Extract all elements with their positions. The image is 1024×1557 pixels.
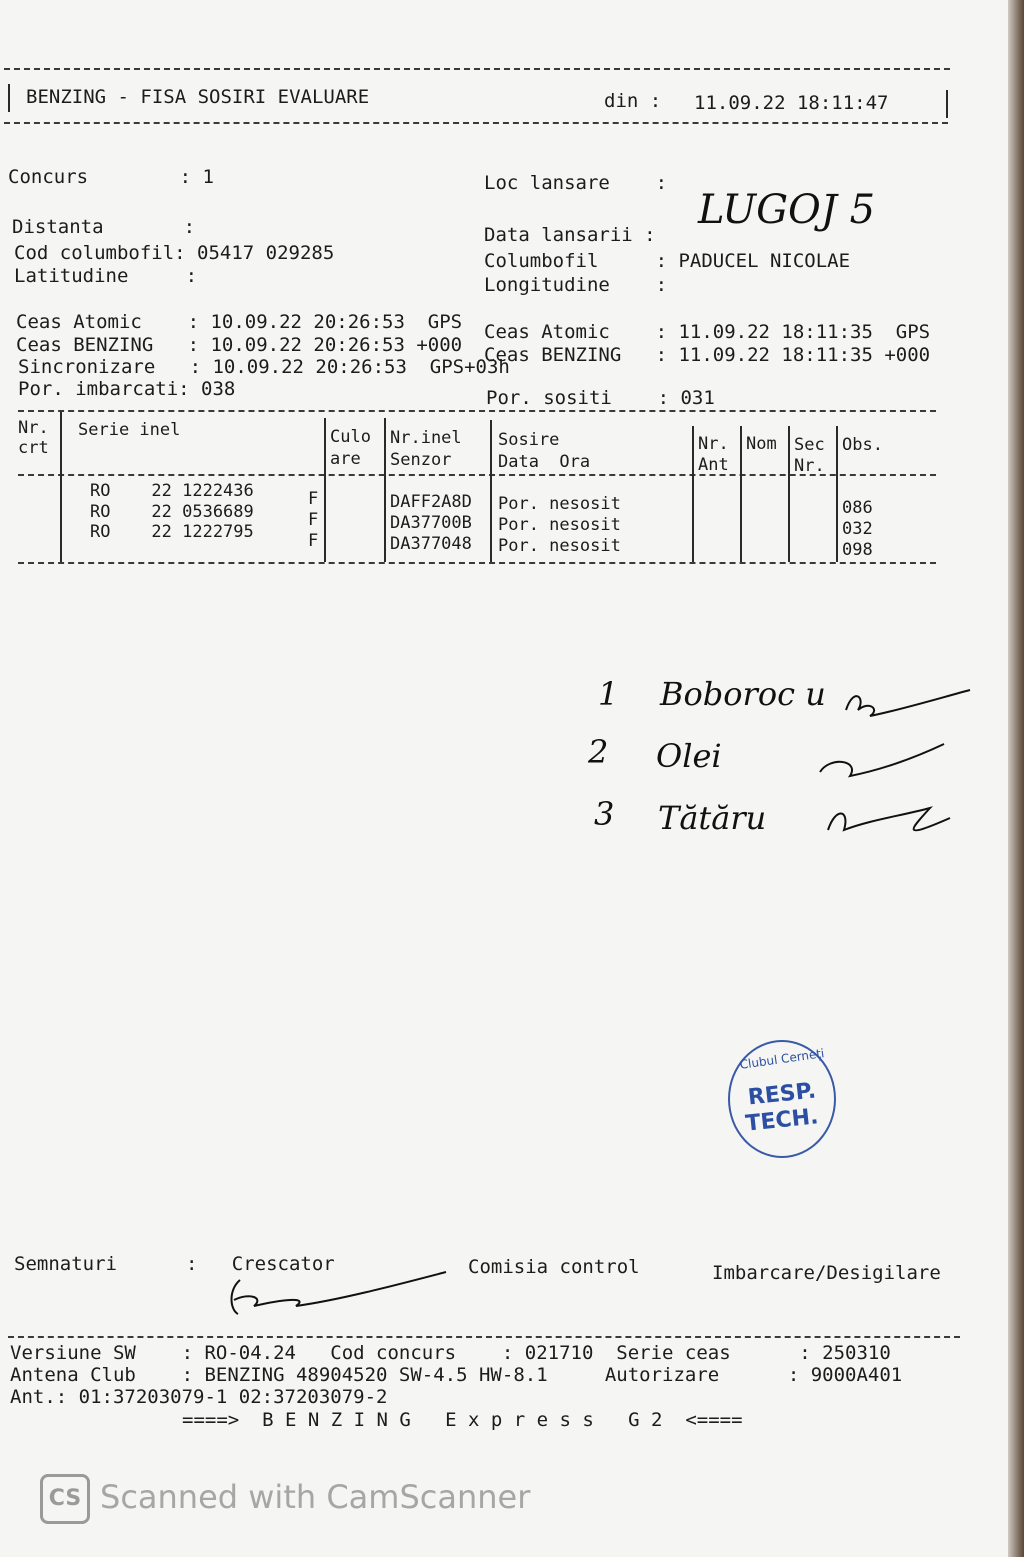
crescator-label: : Crescator <box>186 1253 335 1275</box>
row-senzor: DAFF2A8D <box>390 492 472 512</box>
row-serie: RO 22 1222795 <box>90 522 254 542</box>
table-bottom-border <box>18 562 936 564</box>
row-sosire: Por. nesosit <box>498 536 621 556</box>
footer-brand-line: ====> B E N Z I N G E x p r e s s G 2 <==== <box>182 1409 743 1431</box>
header-culoare-2: are <box>330 449 361 469</box>
row-sex: F <box>308 510 319 530</box>
sincronizare-line: Sincronizare : 10.09.22 20:26:53 GPS+03h <box>18 356 510 378</box>
handwritten-release-location: LUGOJ 5 <box>698 187 876 233</box>
col-divider <box>324 418 326 562</box>
footer-line-2: Antena Club : BENZING 48904520 SW-4.5 HW-8.1 Autorizare : 9000A401 <box>10 1364 903 1386</box>
ceas-atomic-end: Ceas Atomic : 11.09.22 18:11:35 GPS <box>484 321 931 343</box>
camscanner-logo-icon: CS <box>40 1474 90 1524</box>
ceas-atomic-start: Ceas Atomic : 10.09.22 20:26:53 GPS <box>16 311 463 333</box>
header-serie-inel: Serie inel <box>78 420 181 440</box>
row-obs: 098 <box>842 540 873 560</box>
col-divider <box>788 426 790 562</box>
col-divider <box>384 418 386 562</box>
club-stamp <box>728 1040 836 1158</box>
camscanner-watermark: Scanned with CamScanner <box>100 1478 531 1516</box>
header-culoare-1: Culo <box>330 427 371 447</box>
row-obs: 086 <box>842 498 873 518</box>
row-senzor: DA377048 <box>390 534 472 554</box>
header-sec-nr-2: Nr. <box>794 456 825 476</box>
hand-list-number: 2 <box>588 733 609 771</box>
data-lansarii-line: Data lansarii : <box>484 224 656 246</box>
latitudine-line: Latitudine : <box>14 265 198 287</box>
header-nr-crt-2: crt <box>18 438 49 458</box>
distanta-line: Distanta : <box>12 216 196 238</box>
row-sex: F <box>308 489 319 509</box>
loc-lansare-line: Loc lansare : <box>484 172 668 194</box>
page-edge-shadow <box>1008 0 1024 1557</box>
columbofil-line: Columbofil : PADUCEL NICOLAE <box>484 250 851 272</box>
stamp-club-name: Clubul Cerneți <box>738 1046 826 1072</box>
header-left-border <box>8 84 10 112</box>
print-date: 11.09.22 18:11:47 <box>694 92 889 114</box>
hand-list-name: Boboroc u <box>660 675 826 713</box>
col-divider <box>60 412 62 562</box>
row-serie: RO 22 1222436 <box>90 481 254 501</box>
date-label: din : <box>604 90 662 112</box>
header-bottom-border <box>4 122 948 124</box>
header-data-ora: Data Ora <box>498 452 591 472</box>
row-senzor: DA37700B <box>390 513 472 533</box>
comisia-label: Comisia control <box>468 1256 640 1278</box>
col-divider <box>836 426 838 562</box>
row-sex: F <box>308 531 319 551</box>
ceas-benzing-start: Ceas BENZING : 10.09.22 20:26:53 +000 <box>16 334 463 356</box>
header-sec-nr-1: Sec <box>794 435 825 455</box>
document-title: BENZING - FISA SOSIRI EVALUARE <box>26 86 370 108</box>
col-divider <box>490 420 492 562</box>
table-top-border <box>18 410 936 412</box>
ceas-benzing-end: Ceas BENZING : 11.09.22 18:11:35 +000 <box>484 344 931 366</box>
longitudine-line: Longitudine : <box>484 274 668 296</box>
stamp-line-2: TECH. <box>744 1104 820 1137</box>
por-sositi-line: Por. sositi : 031 <box>486 387 715 409</box>
header-sosire: Sosire <box>498 430 560 450</box>
header-nom: Nom <box>746 434 777 454</box>
hand-list-number: 3 <box>594 795 615 833</box>
header-top-border <box>4 68 950 70</box>
por-imbarcati-line: Por. imbarcati: 038 <box>18 378 236 400</box>
header-nr-crt-1: Nr. <box>18 418 49 438</box>
header-nr-ant-1: Nr. <box>698 434 729 454</box>
crescator-signature <box>220 1270 450 1326</box>
concurs-line: Concurs : 1 <box>8 166 214 188</box>
header-nr-inel: Nr.inel <box>390 428 462 448</box>
header-nr-ant-2: Ant <box>698 455 729 475</box>
hand-list-name: Olei <box>656 737 722 775</box>
hand-list-name: Tătăru <box>658 799 767 837</box>
handwritten-signatures <box>840 680 980 860</box>
col-divider <box>692 426 694 562</box>
header-right-border <box>946 90 948 118</box>
signatures-label: Semnaturi <box>14 1253 117 1275</box>
stamp-line-1: RESP. <box>746 1078 818 1111</box>
row-obs: 032 <box>842 519 873 539</box>
header-senzor: Senzor <box>390 450 452 470</box>
footer-line-3: Ant.: 01:37203079-1 02:37203079-2 <box>10 1386 388 1408</box>
cod-columbofil-line: Cod columbofil: 05417 029285 <box>14 242 335 264</box>
row-serie: RO 22 0536689 <box>90 502 254 522</box>
imbarcare-label: Imbarcare/Desigilare <box>712 1262 941 1284</box>
row-sosire: Por. nesosit <box>498 515 621 535</box>
hand-list-number: 1 <box>598 675 619 713</box>
row-sosire: Por. nesosit <box>498 494 621 514</box>
footer-line-1: Versiune SW : RO-04.24 Cod concurs : 021710 Serie ceas : 250310 <box>10 1342 891 1364</box>
col-divider <box>740 426 742 562</box>
footer-separator <box>8 1336 960 1338</box>
header-obs: Obs. <box>842 435 883 455</box>
